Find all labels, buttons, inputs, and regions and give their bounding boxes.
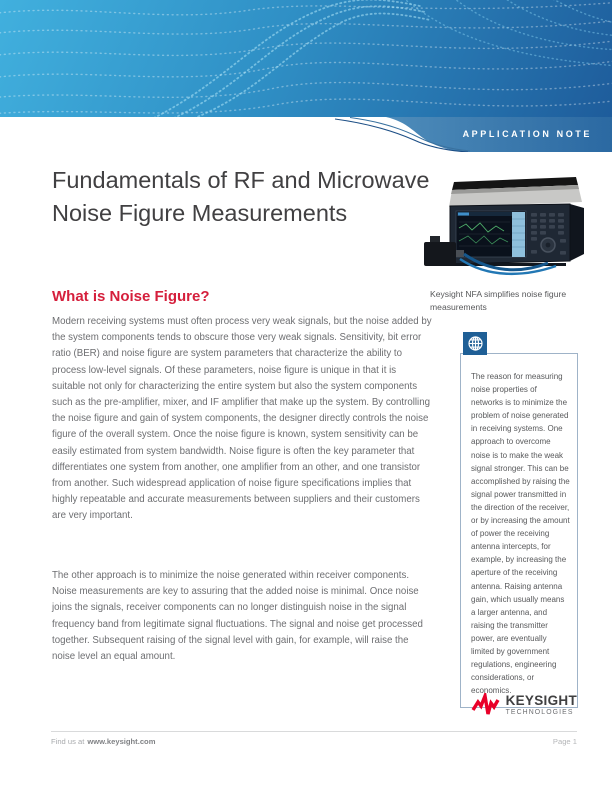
logo-subtitle: TECHNOLOGIES (505, 708, 574, 716)
keysight-spark-icon (471, 693, 501, 717)
wave-pattern (0, 0, 612, 117)
page-title (52, 164, 429, 229)
sidebar-note-text: The reason for measuring noise properties of networks is to minimize the problem of noise generated in receiving systems. One approach to overcome noise is to make the weak signal stronger. This can be accomplished by raising the signal power transmitted in the direction of the receiver, or by increasing the amount of power the receiving antenna intercepts, for example, by increasing the aperture of the receiving antenna. Raising antenna gain, which usually means a larger antenna, and raising the transmitter power, are eventually limited by government regulations, engineering considerations, or economics. (471, 372, 570, 696)
globe-icon (463, 332, 487, 355)
sidebar-note (460, 353, 578, 708)
page-title-line2: Noise Figure Measurements (52, 199, 348, 226)
find-us-text (51, 737, 155, 746)
website-link[interactable]: www.keysight.com (87, 737, 156, 746)
banner-strip (0, 117, 612, 152)
application-note-label: APPLICATION NOTE (462, 129, 592, 139)
body-paragraph-2: The other approach is to minimize the noise generated within receiver components. Noise measurements are key to assuring that the added noise is minimal. Once noise joins the signals, receiver components can no longer distinguish noise in the signal frequency band from legitimate signal fluctuations. The signal and noise get processed together. Subsequent raising of the signal level with gain, for example, will raise the noise level an equal amount. (52, 570, 423, 663)
page-number: Page 1 (552, 737, 577, 746)
find-us-prefix: Find us at (51, 737, 85, 746)
section-heading: What is Noise Figure? (52, 288, 210, 305)
footer-divider (51, 731, 577, 732)
logo-name: KEYSIGHT (505, 692, 577, 708)
nfa-instrument-photo (424, 166, 602, 280)
page-title-line1: Fundamentals of RF and Microwave (52, 167, 430, 193)
photo-caption: Keysight NFA simplifies noise figure measurements (430, 289, 567, 312)
banner-hero (0, 0, 612, 117)
keysight-logo (471, 693, 577, 717)
body-paragraph-1: Modern receiving systems must often process very weak signals, but the noise added by the system components tends to obscure those very weak signals. Sensitivity, bit error ratio (BER) and noise figure are system parameters that characterize the ability to process low-level signals. Of these parameters, noise figure is unique in that it is suitable not only for characterizing the entire system but also the system components such as the pre-amplifier, mixer, and IF amplifier that make up the system. By controlling the noise figure and gain of system components, the designer directly controls the noise figure of the overall system. Once the noise figure is known, system sensitivity can be easily estimated from system bandwidth. Noise figure is often the key parameter that differentiates one system from another, one amplifier from an other, and one transistor from another. Such widespread application of noise figure specifications implies that highly repeatable and accurate measurements between suppliers and their customers are very important. (52, 316, 432, 522)
logo-wordmark (506, 694, 577, 717)
nfa-analyzer-illustration (424, 166, 602, 280)
